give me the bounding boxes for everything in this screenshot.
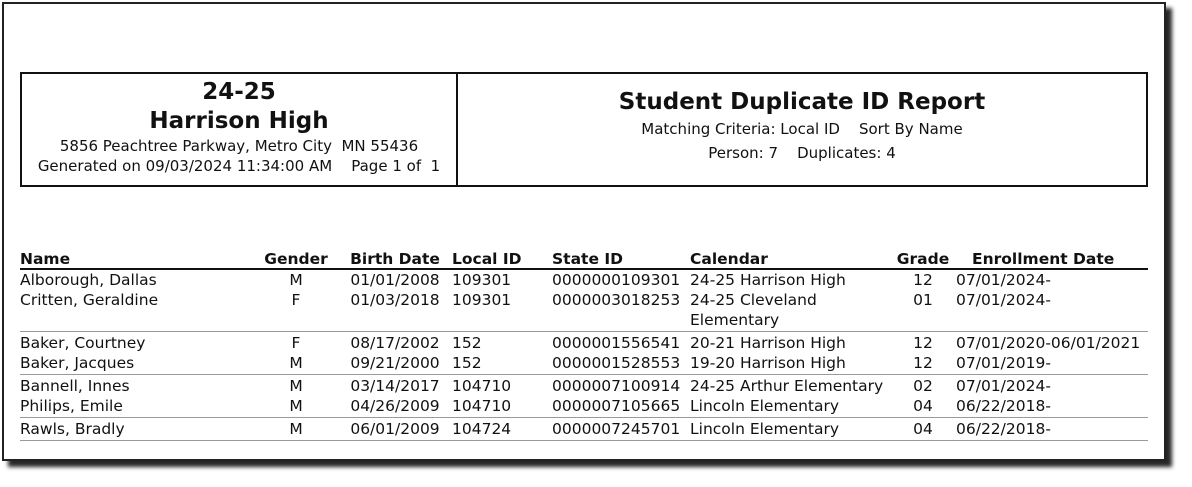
- cell-grade: 04: [890, 418, 956, 441]
- report-title: Student Duplicate ID Report: [618, 89, 986, 115]
- col-header-calendar: Calendar: [690, 246, 890, 269]
- cell-birth-date: 08/17/2002: [350, 334, 440, 352]
- cell-name: Philips, Emile: [20, 396, 254, 418]
- cell-calendar: Lincoln Elementary: [690, 418, 890, 441]
- cell-state-id: 0000001556541: [552, 334, 681, 352]
- school-address: 5856 Peachtree Parkway, Metro City MN 55436: [59, 137, 419, 155]
- cell-enrollment-date: 07/01/2024-: [956, 290, 1148, 332]
- table-header-row: [20, 246, 1148, 269]
- cell-name: Baker, Courtney: [20, 334, 146, 352]
- col-header-local-id: Local ID: [452, 246, 552, 269]
- cell-local-id: 152: [452, 353, 552, 375]
- cell-state-id: 0000007100914: [552, 377, 681, 395]
- table-row: [20, 418, 1148, 441]
- cell-name: Bannell, Innes: [20, 377, 130, 395]
- table-row: [20, 290, 1148, 332]
- cell-gender: F: [254, 290, 338, 332]
- cell-local-id: 109301: [452, 271, 512, 289]
- cell-enrollment-date: 06/22/2018-: [956, 418, 1148, 441]
- report-info: [458, 74, 1146, 185]
- duplicate-table: [20, 246, 1148, 441]
- cell-birth-date: 09/21/2000: [338, 353, 452, 375]
- cell-enrollment-date: 06/22/2018-: [956, 396, 1148, 418]
- cell-name: Baker, Jacques: [20, 353, 254, 375]
- report-counts: Person: 7 Duplicates: 4: [708, 144, 896, 162]
- cell-local-id: 152: [452, 334, 482, 352]
- cell-local-id: 109301: [452, 290, 552, 332]
- cell-gender: M: [254, 418, 338, 441]
- col-header-state-id: State ID: [552, 246, 690, 269]
- school-year: 24-25: [202, 79, 276, 105]
- matching-criteria: Matching Criteria: Local ID Sort By Name: [641, 120, 963, 138]
- col-header-grade: Grade: [890, 246, 956, 269]
- cell-state-id: 0000007105665: [552, 396, 690, 418]
- cell-birth-date: 04/26/2009: [338, 396, 452, 418]
- cell-grade: 04: [890, 396, 956, 418]
- cell-enrollment-date: 07/01/2024-: [956, 377, 1051, 395]
- cell-local-id: 104710: [452, 396, 552, 418]
- cell-enrollment-date: 07/01/2020-06/01/2021: [956, 334, 1141, 352]
- cell-calendar: Lincoln Elementary: [690, 396, 890, 418]
- cell-birth-date: 06/01/2009: [338, 418, 452, 441]
- cell-calendar: 24-25 Harrison High: [690, 271, 846, 289]
- cell-state-id: 0000000109301: [552, 271, 681, 289]
- generated-line: Generated on 09/03/2024 11:34:00 AM Page 1 of 1: [37, 157, 441, 175]
- table-row: [20, 269, 1148, 290]
- cell-local-id: 104724: [452, 418, 552, 441]
- cell-local-id: 104710: [452, 377, 512, 395]
- col-header-name: Name: [20, 246, 254, 269]
- cell-state-id: 0000003018253: [552, 290, 690, 332]
- cell-name: Critten, Geraldine: [20, 290, 254, 332]
- cell-birth-date: 01/03/2018: [338, 290, 452, 332]
- cell-calendar: 20-21 Harrison High: [690, 334, 846, 352]
- cell-birth-date: 03/14/2017: [350, 377, 440, 395]
- cell-calendar: 24-25 Cleveland Elementary: [690, 290, 890, 332]
- cell-gender: M: [289, 271, 303, 289]
- table-row: [20, 375, 1148, 397]
- table-row: [20, 332, 1148, 354]
- col-header-gender: Gender: [254, 246, 338, 269]
- cell-calendar: 19-20 Harrison High: [690, 353, 890, 375]
- cell-name: Rawls, Bradly: [20, 418, 254, 441]
- cell-gender: M: [254, 353, 338, 375]
- table-row: [20, 353, 1148, 375]
- cell-birth-date: 01/01/2008: [350, 271, 440, 289]
- cell-grade: 12: [913, 334, 933, 352]
- school-name: Harrison High: [149, 108, 329, 134]
- cell-grade: 12: [890, 353, 956, 375]
- cell-calendar: 24-25 Arthur Elementary: [690, 377, 884, 395]
- cell-enrollment-date: 07/01/2019-: [956, 353, 1148, 375]
- cell-grade: 01: [890, 290, 956, 332]
- cell-name: Alborough, Dallas: [20, 271, 157, 289]
- col-header-birth-date: Birth Date: [338, 246, 452, 269]
- cell-grade: 02: [913, 377, 933, 395]
- cell-state-id: 0000001528553: [552, 353, 690, 375]
- cell-grade: 12: [913, 271, 933, 289]
- cell-gender: M: [254, 396, 338, 418]
- school-info: [22, 74, 458, 185]
- table-row: [20, 396, 1148, 418]
- cell-state-id: 0000007245701: [552, 418, 690, 441]
- col-header-enrollment-date: Enrollment Date: [956, 246, 1148, 269]
- cell-enrollment-date: 07/01/2024-: [956, 271, 1051, 289]
- cell-gender: F: [291, 334, 301, 352]
- cell-gender: M: [289, 377, 303, 395]
- report-header: [20, 72, 1148, 187]
